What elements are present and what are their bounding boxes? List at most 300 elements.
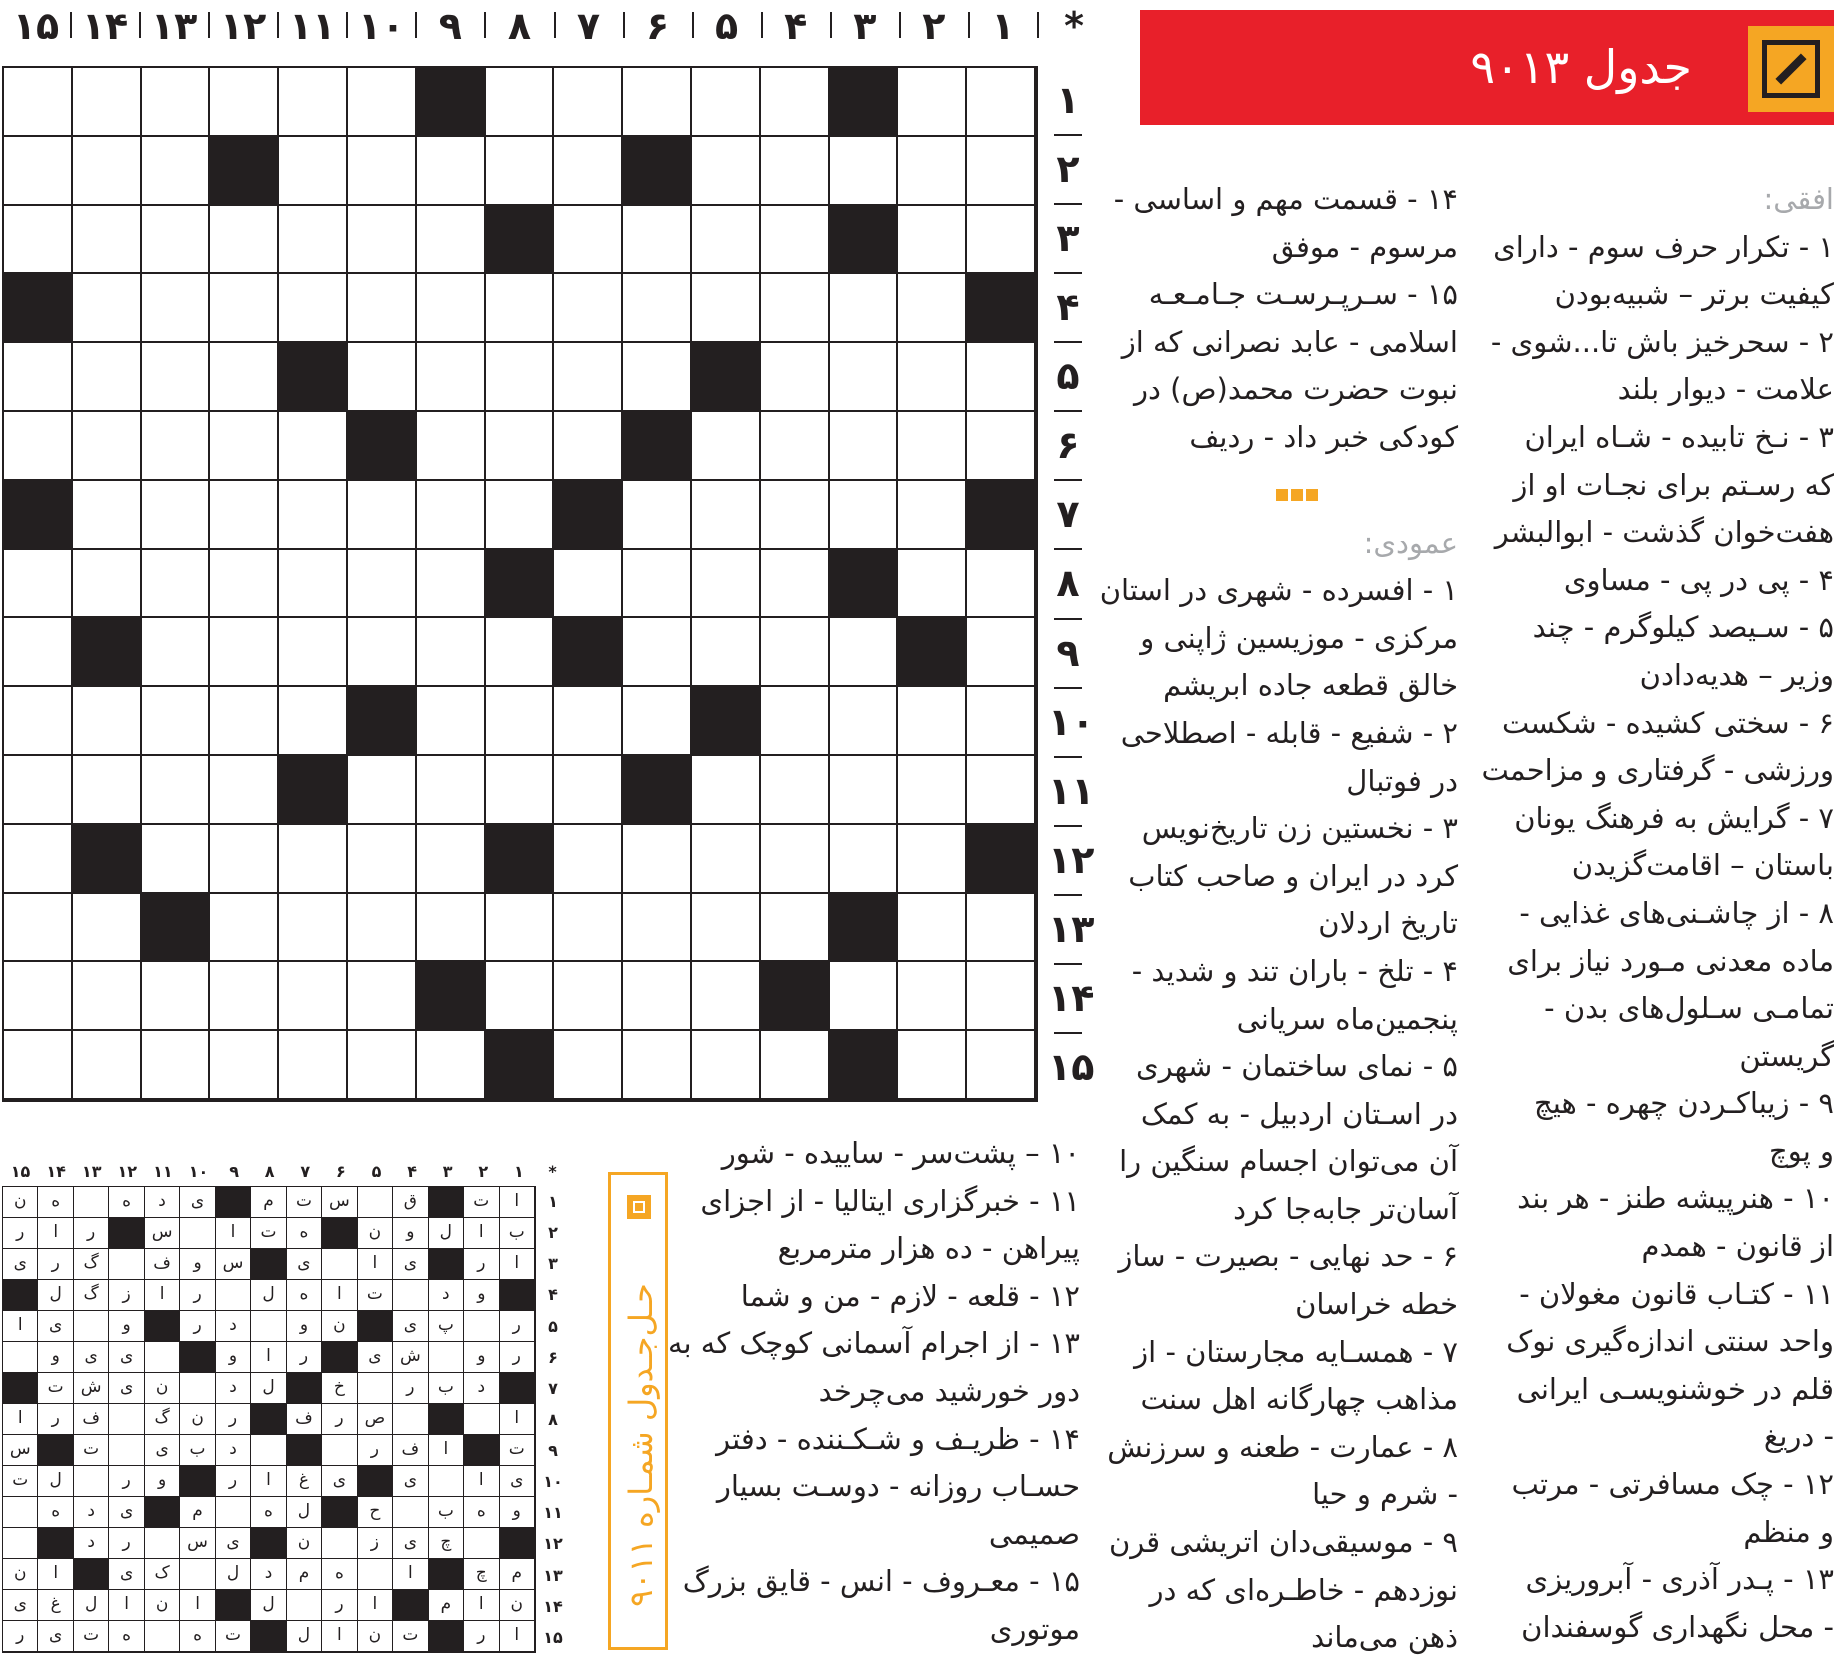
grid-cell[interactable] bbox=[486, 962, 555, 1031]
clue-line: ورزشی - گرفتاری و مزاحمت bbox=[1481, 753, 1834, 788]
grid-cell[interactable] bbox=[830, 274, 899, 343]
solution-cell: و bbox=[216, 1342, 251, 1373]
grid-cell[interactable] bbox=[486, 68, 555, 137]
solution-cell: م bbox=[251, 1187, 286, 1218]
solution-cell: ن bbox=[3, 1559, 38, 1590]
solution-cell: د bbox=[251, 1559, 286, 1590]
grid-cell[interactable] bbox=[623, 1031, 692, 1100]
grid-cell[interactable] bbox=[142, 756, 211, 825]
grid-cell[interactable] bbox=[623, 274, 692, 343]
grid-cell[interactable] bbox=[279, 687, 348, 756]
grid-cell[interactable] bbox=[761, 343, 830, 412]
black-cell bbox=[554, 481, 623, 550]
solution-cell: ب bbox=[429, 1373, 464, 1404]
grid-cell[interactable] bbox=[692, 756, 761, 825]
grid-cell[interactable] bbox=[554, 206, 623, 275]
solution-cell: د bbox=[74, 1497, 109, 1528]
grid-cell[interactable] bbox=[210, 894, 279, 963]
solution-black-cell bbox=[3, 1373, 38, 1404]
solution-cell: ح bbox=[358, 1497, 393, 1528]
grid-cell[interactable] bbox=[279, 68, 348, 137]
grid-cell[interactable] bbox=[623, 962, 692, 1031]
grid-cell[interactable] bbox=[830, 687, 899, 756]
row-number: ۱۲ bbox=[1048, 837, 1095, 882]
grid-cell[interactable] bbox=[279, 825, 348, 894]
grid-cell[interactable] bbox=[692, 825, 761, 894]
black-cell bbox=[486, 825, 555, 894]
grid-cell[interactable] bbox=[486, 274, 555, 343]
grid-cell[interactable] bbox=[4, 825, 73, 894]
grid-cell[interactable] bbox=[279, 550, 348, 619]
grid-cell[interactable] bbox=[4, 894, 73, 963]
grid-cell[interactable] bbox=[417, 756, 486, 825]
grid-cell[interactable] bbox=[761, 550, 830, 619]
grid-cell[interactable] bbox=[4, 137, 73, 206]
grid-cell[interactable] bbox=[623, 68, 692, 137]
grid-cell[interactable] bbox=[142, 618, 211, 687]
grid-cell[interactable] bbox=[4, 962, 73, 1031]
grid-cell[interactable] bbox=[210, 68, 279, 137]
grid-cell[interactable] bbox=[279, 206, 348, 275]
solution-column-number: ۱۰ bbox=[188, 1162, 209, 1181]
solution-black-cell bbox=[216, 1590, 251, 1621]
solution-cell: ر bbox=[3, 1621, 38, 1652]
column-separator bbox=[623, 12, 625, 38]
grid-cell[interactable] bbox=[348, 618, 417, 687]
grid-cell[interactable] bbox=[761, 894, 830, 963]
grid-cell[interactable] bbox=[898, 894, 967, 963]
grid-cell[interactable] bbox=[623, 343, 692, 412]
row-separator bbox=[1054, 1032, 1082, 1034]
grid-cell[interactable] bbox=[830, 825, 899, 894]
grid-cell[interactable] bbox=[279, 962, 348, 1031]
solution-cell: ن bbox=[145, 1590, 180, 1621]
grid-cell[interactable] bbox=[142, 550, 211, 619]
grid-cell[interactable] bbox=[554, 343, 623, 412]
solution-cell: ر bbox=[322, 1590, 357, 1621]
grid-cell[interactable] bbox=[898, 206, 967, 275]
grid-cell[interactable] bbox=[4, 756, 73, 825]
column-number: ۴ bbox=[784, 4, 808, 48]
clue-line: در فوتبال bbox=[1346, 763, 1458, 798]
solution-cell bbox=[3, 1342, 38, 1373]
grid-cell[interactable] bbox=[692, 206, 761, 275]
grid-cell[interactable] bbox=[898, 550, 967, 619]
clue-line: ۷ - گرایش به فرهنگ یونان bbox=[1514, 800, 1834, 835]
grid-cell[interactable] bbox=[692, 962, 761, 1031]
solution-cell bbox=[464, 1311, 499, 1342]
solution-cell bbox=[429, 1342, 464, 1373]
clue-line: که رسـتم برای نجـات او از bbox=[1513, 467, 1834, 502]
grid-cell[interactable] bbox=[417, 412, 486, 481]
solution-black-cell bbox=[500, 1373, 535, 1404]
grid-cell[interactable] bbox=[73, 137, 142, 206]
grid-cell[interactable] bbox=[898, 1031, 967, 1100]
grid-cell[interactable] bbox=[623, 894, 692, 963]
solution-column-number: * bbox=[548, 1162, 557, 1181]
grid-cell[interactable] bbox=[898, 481, 967, 550]
grid-cell[interactable] bbox=[348, 343, 417, 412]
grid-cell[interactable] bbox=[73, 412, 142, 481]
grid-cell[interactable] bbox=[417, 137, 486, 206]
solution-row-numbers bbox=[540, 1186, 566, 1653]
grid-cell[interactable] bbox=[73, 756, 142, 825]
clue-line: ۱۵ - سـرپـرسـت جـامـعـه bbox=[1148, 277, 1458, 312]
solution-cell: ل bbox=[38, 1280, 73, 1311]
grid-cell[interactable] bbox=[967, 894, 1036, 963]
solution-cell: ب bbox=[180, 1435, 215, 1466]
row-number: ۵ bbox=[1056, 354, 1080, 399]
row-separator bbox=[1054, 687, 1082, 689]
grid-cell[interactable] bbox=[142, 68, 211, 137]
grid-cell[interactable] bbox=[73, 962, 142, 1031]
grid-cell[interactable] bbox=[142, 962, 211, 1031]
grid-cell[interactable] bbox=[4, 618, 73, 687]
grid-cell[interactable] bbox=[692, 1031, 761, 1100]
down-clues-continued bbox=[667, 1130, 1080, 1654]
grid-cell[interactable] bbox=[417, 1031, 486, 1100]
clue-line: آن می‌توان اجسام سنگین را bbox=[1119, 1144, 1458, 1179]
grid-cell[interactable] bbox=[554, 1031, 623, 1100]
grid-cell[interactable] bbox=[623, 825, 692, 894]
grid-cell[interactable] bbox=[898, 274, 967, 343]
grid-cell[interactable] bbox=[348, 550, 417, 619]
grid-cell[interactable] bbox=[830, 137, 899, 206]
grid-cell[interactable] bbox=[279, 274, 348, 343]
clue-line: مرسوم - موفق bbox=[1271, 229, 1458, 264]
column-separator bbox=[346, 12, 348, 38]
solution-cell: ا bbox=[322, 1621, 357, 1652]
grid-cell[interactable] bbox=[967, 343, 1036, 412]
grid-cell[interactable] bbox=[4, 412, 73, 481]
grid-cell[interactable] bbox=[73, 1031, 142, 1100]
grid-cell[interactable] bbox=[830, 618, 899, 687]
grid-cell[interactable] bbox=[967, 206, 1036, 275]
solution-cell: و bbox=[464, 1280, 499, 1311]
clue-line: ۱۱ - کتـاب قانون مغولان - bbox=[1519, 1276, 1834, 1311]
grid-cell[interactable] bbox=[417, 687, 486, 756]
grid-cell[interactable] bbox=[210, 825, 279, 894]
grid-cell[interactable] bbox=[348, 756, 417, 825]
grid-cell[interactable] bbox=[486, 481, 555, 550]
solution-cell: ش bbox=[393, 1342, 428, 1373]
solution-cell: ه bbox=[287, 1280, 322, 1311]
grid-cell[interactable] bbox=[761, 1031, 830, 1100]
solution-cell bbox=[358, 1559, 393, 1590]
grid-cell[interactable] bbox=[898, 962, 967, 1031]
solution-cell bbox=[3, 1528, 38, 1559]
grid-cell[interactable] bbox=[554, 412, 623, 481]
grid-cell[interactable] bbox=[348, 962, 417, 1031]
black-cell bbox=[830, 550, 899, 619]
grid-cell[interactable] bbox=[554, 825, 623, 894]
grid-cell[interactable] bbox=[898, 343, 967, 412]
grid-cell[interactable] bbox=[692, 274, 761, 343]
grid-cell[interactable] bbox=[142, 687, 211, 756]
solution-cell: غ bbox=[287, 1466, 322, 1497]
clue-line: علامت - دیوار بلند bbox=[1617, 372, 1834, 407]
solution-cell: ر bbox=[38, 1249, 73, 1280]
grid-cell[interactable] bbox=[898, 412, 967, 481]
grid-cell[interactable] bbox=[142, 481, 211, 550]
grid-cell[interactable] bbox=[279, 412, 348, 481]
grid-cell[interactable] bbox=[210, 962, 279, 1031]
grid-cell[interactable] bbox=[348, 894, 417, 963]
solution-cell: ا bbox=[38, 1218, 73, 1249]
solution-cell: ر bbox=[109, 1466, 144, 1497]
grid-cell[interactable] bbox=[4, 206, 73, 275]
solution-cell: ن bbox=[500, 1590, 535, 1621]
grid-cell[interactable] bbox=[623, 550, 692, 619]
grid-cell[interactable] bbox=[967, 412, 1036, 481]
grid-cell[interactable] bbox=[486, 618, 555, 687]
solution-cell: ی bbox=[74, 1342, 109, 1373]
grid-cell[interactable] bbox=[348, 481, 417, 550]
grid-cell[interactable] bbox=[279, 481, 348, 550]
grid-cell[interactable] bbox=[692, 68, 761, 137]
grid-cell[interactable] bbox=[210, 756, 279, 825]
solution-cell: ی bbox=[109, 1559, 144, 1590]
solution-row-number: ۱۵ bbox=[543, 1627, 563, 1647]
grid-cell[interactable] bbox=[761, 137, 830, 206]
clue-line: وزیر – هدیه‌دادن bbox=[1639, 657, 1834, 692]
middle-clues-column bbox=[1099, 176, 1458, 1662]
grid-cell[interactable] bbox=[761, 618, 830, 687]
solution-black-cell bbox=[500, 1528, 535, 1559]
clue-line: ۸ - از چاشـنی‌های غذایی - bbox=[1519, 895, 1834, 930]
grid-cell[interactable] bbox=[898, 825, 967, 894]
grid-cell[interactable] bbox=[967, 618, 1036, 687]
row-separator bbox=[1054, 963, 1082, 965]
grid-cell[interactable] bbox=[761, 412, 830, 481]
grid-cell[interactable] bbox=[967, 550, 1036, 619]
grid-cell[interactable] bbox=[4, 1031, 73, 1100]
grid-cell[interactable] bbox=[761, 687, 830, 756]
grid-cell[interactable] bbox=[623, 618, 692, 687]
grid-cell[interactable] bbox=[417, 274, 486, 343]
solution-black-cell bbox=[251, 1621, 286, 1652]
solution-cell: ر bbox=[287, 1342, 322, 1373]
grid-cell[interactable] bbox=[73, 343, 142, 412]
solution-cell: د bbox=[216, 1373, 251, 1404]
clue-line: ۱۲ - چک مسافرتی - مرتب bbox=[1511, 1467, 1834, 1502]
grid-cell[interactable] bbox=[348, 68, 417, 137]
grid-cell[interactable] bbox=[623, 206, 692, 275]
solution-cell: ب bbox=[429, 1497, 464, 1528]
grid-cell[interactable] bbox=[417, 825, 486, 894]
grid-cell[interactable] bbox=[417, 894, 486, 963]
grid-cell[interactable] bbox=[623, 687, 692, 756]
grid-cell[interactable] bbox=[417, 481, 486, 550]
row-number: ۱۰ bbox=[1048, 699, 1095, 744]
grid-cell[interactable] bbox=[142, 825, 211, 894]
solution-cell bbox=[251, 1311, 286, 1342]
solution-cell: ی bbox=[393, 1311, 428, 1342]
grid-cell[interactable] bbox=[692, 481, 761, 550]
solution-cell bbox=[358, 1187, 393, 1218]
grid-cell[interactable] bbox=[898, 687, 967, 756]
grid-cell[interactable] bbox=[898, 137, 967, 206]
grid-cell[interactable] bbox=[348, 274, 417, 343]
grid-cell[interactable] bbox=[210, 206, 279, 275]
grid-cell[interactable] bbox=[554, 962, 623, 1031]
grid-cell[interactable] bbox=[210, 1031, 279, 1100]
solution-cell: ا bbox=[251, 1466, 286, 1497]
solution-column-number: ۹ bbox=[229, 1162, 239, 1181]
grid-cell[interactable] bbox=[898, 68, 967, 137]
grid-cell[interactable] bbox=[692, 894, 761, 963]
grid-cell[interactable] bbox=[417, 206, 486, 275]
grid-cell[interactable] bbox=[761, 206, 830, 275]
grid-cell[interactable] bbox=[210, 550, 279, 619]
solution-black-cell bbox=[500, 1280, 535, 1311]
grid-cell[interactable] bbox=[4, 68, 73, 137]
grid-cell[interactable] bbox=[486, 894, 555, 963]
clue-line: خالق قطعه جاده ابریشم bbox=[1163, 668, 1458, 703]
solution-cell: ی bbox=[322, 1466, 357, 1497]
grid-cell[interactable] bbox=[73, 274, 142, 343]
grid-cell[interactable] bbox=[4, 687, 73, 756]
grid-cell[interactable] bbox=[761, 68, 830, 137]
grid-cell[interactable] bbox=[279, 1031, 348, 1100]
grid-cell[interactable] bbox=[486, 756, 555, 825]
grid-cell[interactable] bbox=[279, 618, 348, 687]
clue-line: کودکی خبر داد - ردیف bbox=[1189, 419, 1458, 454]
solution-cell: ا bbox=[3, 1311, 38, 1342]
grid-cell[interactable] bbox=[142, 137, 211, 206]
grid-cell[interactable] bbox=[417, 550, 486, 619]
grid-cell[interactable] bbox=[348, 1031, 417, 1100]
grid-cell[interactable] bbox=[554, 894, 623, 963]
solution-cell: چ bbox=[464, 1559, 499, 1590]
grid-cell[interactable] bbox=[830, 481, 899, 550]
grid-cell[interactable] bbox=[554, 687, 623, 756]
grid-cell[interactable] bbox=[142, 412, 211, 481]
grid-cell[interactable] bbox=[967, 1031, 1036, 1100]
grid-cell[interactable] bbox=[210, 618, 279, 687]
grid-cell[interactable] bbox=[554, 137, 623, 206]
solution-cell bbox=[322, 1249, 357, 1280]
solution-cell: ل bbox=[429, 1218, 464, 1249]
grid-cell[interactable] bbox=[73, 68, 142, 137]
grid-cell[interactable] bbox=[486, 137, 555, 206]
grid-cell[interactable] bbox=[761, 756, 830, 825]
grid-cell[interactable] bbox=[142, 274, 211, 343]
solution-row-number: ۷ bbox=[548, 1378, 558, 1398]
grid-cell[interactable] bbox=[761, 825, 830, 894]
grid-cell[interactable] bbox=[279, 894, 348, 963]
grid-cell[interactable] bbox=[761, 274, 830, 343]
grid-cell[interactable] bbox=[692, 137, 761, 206]
solution-label: حـل‌جـدول شمـاره ۹۰۱۱ bbox=[622, 1283, 660, 1607]
solution-cell: و bbox=[464, 1342, 499, 1373]
grid-cell[interactable] bbox=[967, 68, 1036, 137]
solution-black-cell bbox=[429, 1187, 464, 1218]
solution-cell: ن bbox=[287, 1528, 322, 1559]
solution-cell bbox=[393, 1280, 428, 1311]
grid-cell[interactable] bbox=[210, 687, 279, 756]
grid-cell[interactable] bbox=[830, 962, 899, 1031]
grid-cell[interactable] bbox=[73, 206, 142, 275]
solution-cell: د bbox=[216, 1311, 251, 1342]
solution-cell: ل bbox=[216, 1559, 251, 1590]
row-separator bbox=[1054, 272, 1082, 274]
grid-cell[interactable] bbox=[417, 618, 486, 687]
grid-cell[interactable] bbox=[830, 343, 899, 412]
grid-cell[interactable] bbox=[348, 137, 417, 206]
grid-cell[interactable] bbox=[554, 274, 623, 343]
grid-cell[interactable] bbox=[417, 343, 486, 412]
solution-black-cell bbox=[322, 1342, 357, 1373]
grid-cell[interactable] bbox=[4, 343, 73, 412]
solution-cell: ی bbox=[358, 1342, 393, 1373]
solution-column-number: ۴ bbox=[407, 1162, 417, 1181]
grid-cell[interactable] bbox=[4, 550, 73, 619]
grid-cell[interactable] bbox=[761, 481, 830, 550]
grid-cell[interactable] bbox=[486, 687, 555, 756]
solution-cell: م bbox=[500, 1559, 535, 1590]
grid-cell[interactable] bbox=[898, 756, 967, 825]
grid-cell[interactable] bbox=[554, 756, 623, 825]
grid-cell[interactable] bbox=[967, 962, 1036, 1031]
grid-cell[interactable] bbox=[554, 68, 623, 137]
grid-cell[interactable] bbox=[348, 206, 417, 275]
solution-black-cell bbox=[74, 1559, 109, 1590]
column-number: ۸ bbox=[507, 4, 532, 48]
grid-cell[interactable] bbox=[692, 618, 761, 687]
solution-cell: ل bbox=[251, 1373, 286, 1404]
across-heading: افقی: bbox=[1763, 182, 1834, 216]
solution-row-number: ۱۲ bbox=[543, 1534, 563, 1554]
solution-cell: ن bbox=[358, 1218, 393, 1249]
grid-cell[interactable] bbox=[348, 825, 417, 894]
grid-cell[interactable] bbox=[830, 756, 899, 825]
grid-cell[interactable] bbox=[692, 550, 761, 619]
grid-cell[interactable] bbox=[830, 412, 899, 481]
solution-black-cell bbox=[109, 1218, 144, 1249]
grid-cell[interactable] bbox=[142, 343, 211, 412]
grid-cell[interactable] bbox=[142, 206, 211, 275]
grid-cell[interactable] bbox=[692, 412, 761, 481]
grid-cell[interactable] bbox=[623, 481, 692, 550]
grid-cell[interactable] bbox=[279, 137, 348, 206]
solution-cell: و bbox=[109, 1311, 144, 1342]
grid-cell[interactable] bbox=[73, 687, 142, 756]
grid-cell[interactable] bbox=[486, 343, 555, 412]
grid-cell[interactable] bbox=[73, 894, 142, 963]
row-number: ۷ bbox=[1056, 492, 1080, 537]
grid-cell[interactable] bbox=[554, 550, 623, 619]
grid-cell[interactable] bbox=[73, 550, 142, 619]
grid-cell[interactable] bbox=[967, 137, 1036, 206]
grid-cell[interactable] bbox=[486, 412, 555, 481]
grid-cell[interactable] bbox=[210, 274, 279, 343]
solution-cell: و bbox=[38, 1342, 73, 1373]
grid-cell[interactable] bbox=[210, 481, 279, 550]
grid-cell[interactable] bbox=[967, 756, 1036, 825]
solution-cell: ر bbox=[38, 1404, 73, 1435]
solution-cell bbox=[180, 1373, 215, 1404]
grid-cell[interactable] bbox=[210, 343, 279, 412]
grid-cell[interactable] bbox=[210, 412, 279, 481]
grid-cell[interactable] bbox=[142, 1031, 211, 1100]
solution-cell: ا bbox=[500, 1187, 535, 1218]
solution-cell: ت bbox=[287, 1187, 322, 1218]
black-cell bbox=[486, 550, 555, 619]
grid-cell[interactable] bbox=[73, 481, 142, 550]
clue-line: تاریخ اردلان bbox=[1318, 906, 1458, 941]
grid-cell[interactable] bbox=[967, 687, 1036, 756]
